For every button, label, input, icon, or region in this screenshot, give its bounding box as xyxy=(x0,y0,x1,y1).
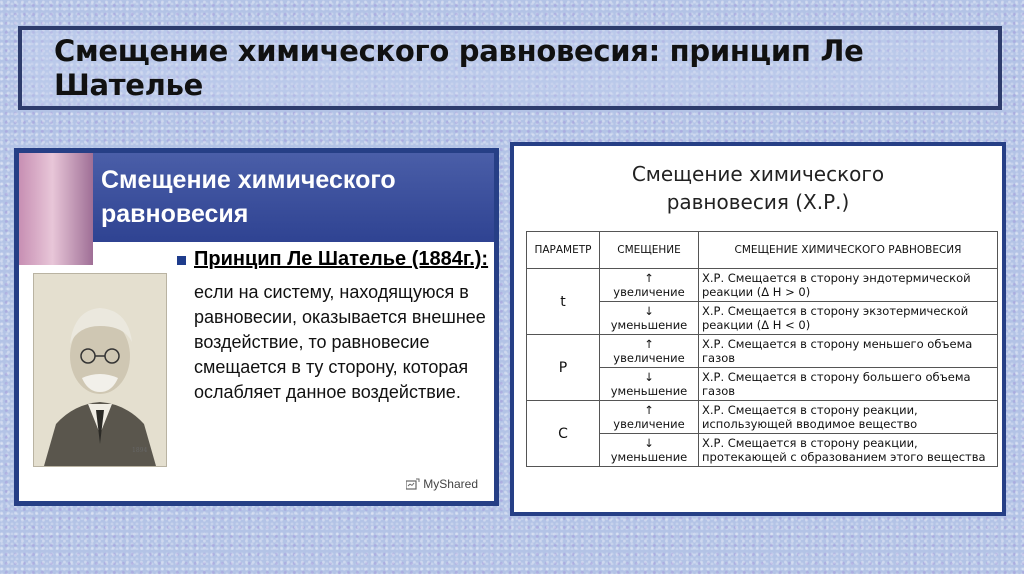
effect-cell: Х.Р. Смещается в сторону реакции, протекающей с образованием этого вещества xyxy=(699,434,998,467)
effect-cell: Х.Р. Смещается в сторону экзотермической реакции (Δ H < 0) xyxy=(699,302,998,335)
principle-heading: Принцип Ле Шателье (1884г.): xyxy=(194,248,489,270)
effect-cell: Х.Р. Смещается в сторону эндотермической реакции (Δ H > 0) xyxy=(699,269,998,302)
effect-cell: Х.Р. Смещается в сторону большего объема газов xyxy=(699,368,998,401)
direction-label: уменьшение xyxy=(610,450,688,464)
equilibrium-table xyxy=(526,231,998,467)
bullet-square-icon xyxy=(177,256,186,265)
flask-image xyxy=(19,153,93,265)
slide-title: Смещение химического равновесия: принцип Ле Шателье xyxy=(54,34,864,102)
left-panel-header xyxy=(19,153,494,242)
table-row xyxy=(527,269,998,302)
title-box xyxy=(18,26,1002,110)
myshared-label: MyShared xyxy=(423,477,478,491)
up-arrow-icon: ↑ xyxy=(644,337,654,351)
table-row xyxy=(527,401,998,434)
header-shift: СМЕЩЕНИЕ xyxy=(600,232,699,269)
down-arrow-icon: ↓ xyxy=(644,436,654,450)
effect-cell: Х.Р. Смещается в сторону реакции, использующей вводимое вещество xyxy=(699,401,998,434)
myshared-watermark xyxy=(406,477,478,491)
table-title-line1: Смещение химического xyxy=(631,162,885,186)
svg-text:1894: 1894 xyxy=(132,447,148,454)
direction-cell xyxy=(600,335,699,368)
table-header-row xyxy=(527,232,998,269)
direction-cell xyxy=(600,302,699,335)
principle-block xyxy=(171,246,493,405)
myshared-logo-icon xyxy=(406,478,420,490)
down-arrow-icon: ↓ xyxy=(644,304,654,318)
direction-label: увеличение xyxy=(613,285,685,299)
direction-label: увеличение xyxy=(613,351,685,365)
left-panel xyxy=(14,148,499,506)
header-param: ПАРАМЕТР xyxy=(527,232,600,269)
param-cell: t xyxy=(527,269,600,335)
direction-label: увеличение xyxy=(613,417,685,431)
table-title-line2: равновесия (Х.Р.) xyxy=(666,190,850,214)
direction-cell xyxy=(600,401,699,434)
direction-cell xyxy=(600,368,699,401)
left-panel-header-text: Смещение химического равновесия xyxy=(101,166,396,228)
direction-label: уменьшение xyxy=(610,384,688,398)
direction-cell xyxy=(600,269,699,302)
effect-cell: Х.Р. Смещается в сторону меньшего объема газов xyxy=(699,335,998,368)
down-arrow-icon: ↓ xyxy=(644,370,654,384)
table-title xyxy=(514,160,1002,216)
up-arrow-icon: ↑ xyxy=(644,271,654,285)
principle-text: если на систему, находящуюся в равновесии, оказывается внешнее воздействие, то равновесие смещается в ту сторону, которая ослабляет данное воздействие. xyxy=(194,282,486,402)
up-arrow-icon: ↑ xyxy=(644,403,654,417)
param-cell: P xyxy=(527,335,600,401)
right-panel xyxy=(510,142,1006,516)
direction-cell xyxy=(600,434,699,467)
table-row xyxy=(527,335,998,368)
portrait-image xyxy=(33,273,167,467)
header-eq-shift: СМЕЩЕНИЕ ХИМИЧЕСКОГО РАВНОВЕСИЯ xyxy=(699,232,998,269)
param-cell: C xyxy=(527,401,600,467)
direction-label: уменьшение xyxy=(610,318,688,332)
